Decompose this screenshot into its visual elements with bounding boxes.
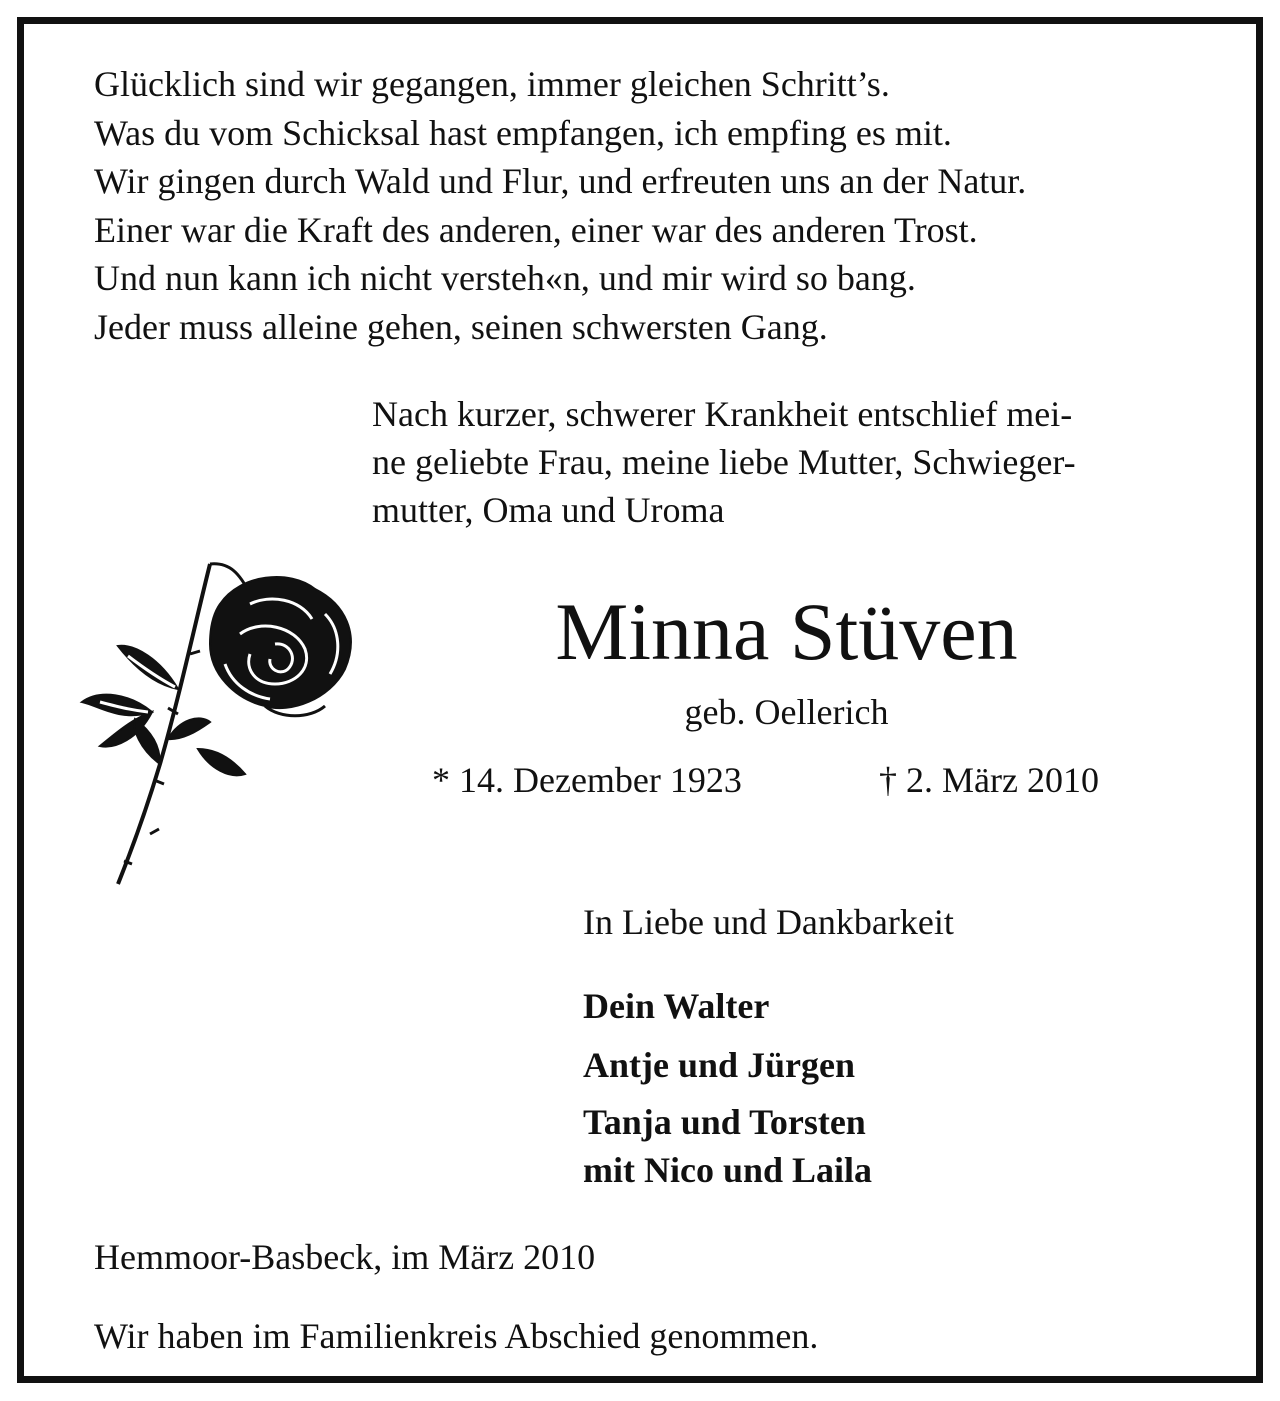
closing-phrase: In Liebe und Dankbarkeit xyxy=(583,902,954,942)
announcement-line: mutter, Oma und Uroma xyxy=(372,490,725,530)
place-date: Hemmoor-Basbeck, im März 2010 xyxy=(94,1237,596,1277)
poem xyxy=(94,60,1026,351)
poem-line: Was du vom Schicksal hast empfangen, ich empfing es mit. xyxy=(94,112,952,153)
poem-line: Und nun kann ich nicht versteh«n, und mir wird so bang. xyxy=(94,258,916,298)
obituary-frame xyxy=(17,17,1263,1383)
farewell-note: Wir haben im Familienkreis Abschied genommen. xyxy=(94,1316,819,1356)
signature-line: Tanja und Torsten xyxy=(583,1102,866,1142)
poem-line: Glücklich sind wir gegangen, immer gleichen Schritt’s. xyxy=(94,64,890,104)
poem-line: Einer war die Kraft des anderen, einer war des anderen Trost. xyxy=(94,209,978,250)
maiden-name: geb. Oellerich xyxy=(684,692,889,732)
poem-line: Jeder muss alleine gehen, seinen schwersten Gang. xyxy=(94,306,828,347)
announcement-line: Nach kurzer, schwerer Krankheit entschlief mei- xyxy=(372,394,1073,434)
signature-line: Antje und Jürgen xyxy=(583,1045,856,1085)
death-date: † 2. März 2010 xyxy=(879,760,1099,800)
rose-icon xyxy=(60,534,365,889)
signature-line: mit Nico und Laila xyxy=(583,1150,873,1190)
signature-group xyxy=(583,1098,872,1194)
deceased-name: Minna Stüven xyxy=(555,586,1018,677)
signature-line: Dein Walter xyxy=(583,986,770,1026)
birth-date: * 14. Dezember 1923 xyxy=(432,760,742,800)
announcement-text xyxy=(372,390,1076,534)
life-dates xyxy=(432,756,1099,804)
announcement-line: ne geliebte Frau, meine liebe Mutter, Schwieger- xyxy=(372,442,1076,482)
poem-line: Wir gingen durch Wald und Flur, und erfreuten uns an der Natur. xyxy=(94,161,1027,201)
